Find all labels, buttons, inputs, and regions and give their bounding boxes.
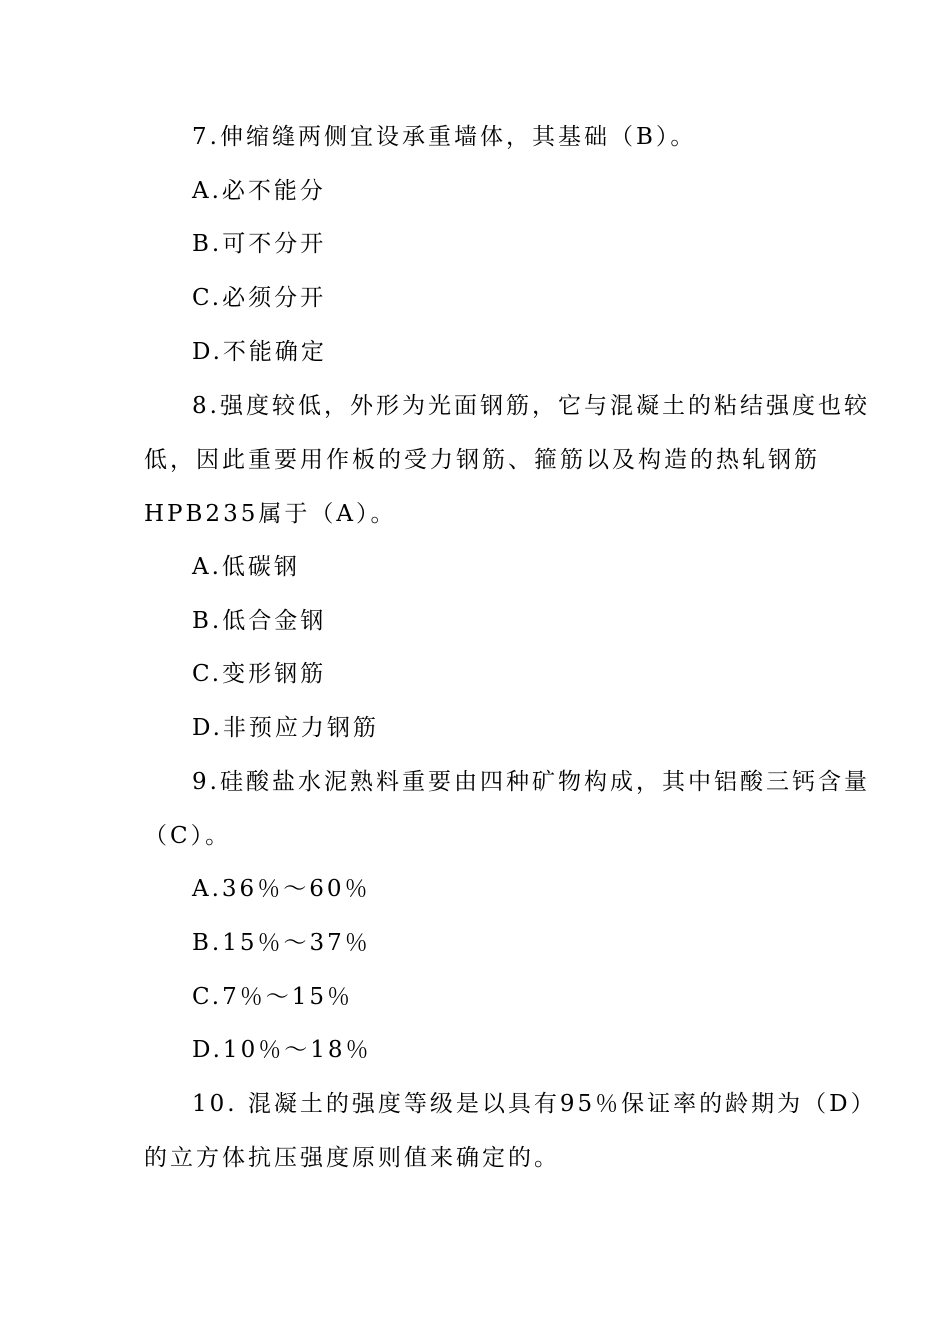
question-7-stem: 7.伸缩缝两侧宜设承重墙体，其基础（B）。 xyxy=(192,124,697,150)
question-9-option-d: D.10％～18％ xyxy=(192,1037,372,1063)
question-9-stem-line-2: （C）。 xyxy=(144,823,232,849)
question-10-stem-line-1: 10. 混凝土的强度等级是以具有95％保证率的龄期为（D） xyxy=(192,1091,877,1117)
question-7-option-c: C.必须分开 xyxy=(192,285,327,311)
question-8-stem-line-2: 低，因此重要用作板的受力钢筋、箍筋以及构造的热轧钢筋 xyxy=(144,447,820,473)
question-8-stem-line-3: HPB235属于（A）。 xyxy=(144,501,397,527)
question-8-option-a: A.低碳钢 xyxy=(192,554,300,580)
question-7-option-b: B.可不分开 xyxy=(192,231,327,257)
question-8-option-d: D.非预应力钢筋 xyxy=(192,715,379,741)
question-8-stem-line-1: 8.强度较低，外形为光面钢筋，它与混凝土的粘结强度也较 xyxy=(192,393,870,419)
question-9-stem-line-1: 9.硅酸盐水泥熟料重要由四种矿物构成，其中铝酸三钙含量 xyxy=(192,769,870,795)
question-7-option-d: D.不能确定 xyxy=(192,339,327,365)
question-10-stem-line-2: 的立方体抗压强度原则值来确定的。 xyxy=(144,1145,560,1171)
question-9-option-a: A.36％～60％ xyxy=(192,876,371,902)
question-8-option-b: B.低合金钢 xyxy=(192,608,327,634)
question-9-option-b: B.15％～37％ xyxy=(192,930,371,956)
question-8-option-c: C.变形钢筋 xyxy=(192,661,327,687)
question-9-option-c: C.7％～15％ xyxy=(192,984,353,1010)
question-7-option-a: A.必不能分 xyxy=(192,178,326,204)
